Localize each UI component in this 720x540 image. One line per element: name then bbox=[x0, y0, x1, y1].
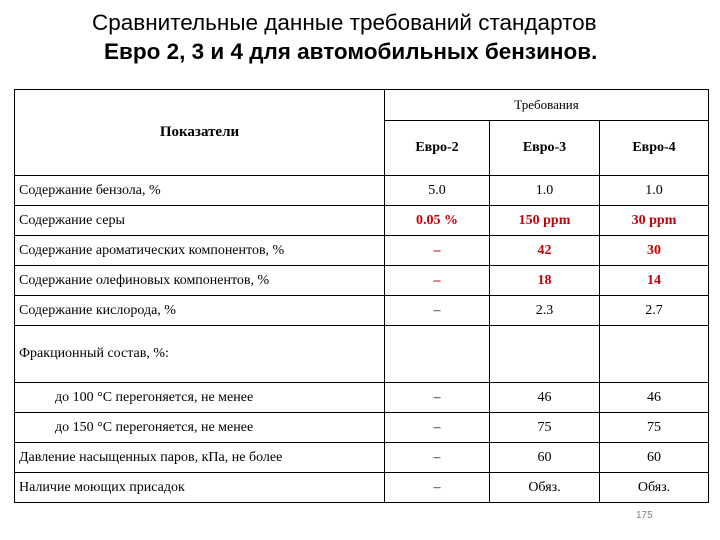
cell-euro4: Обяз. bbox=[600, 473, 709, 503]
row-name: до 100 °С перегоняется, не менее bbox=[15, 383, 385, 413]
cell-euro4: 60 bbox=[600, 443, 709, 473]
cell-euro3: 75 bbox=[490, 413, 600, 443]
cell-euro3: 42 bbox=[490, 236, 600, 266]
table-row bbox=[15, 266, 709, 296]
cell-euro2: – bbox=[385, 443, 490, 473]
header-euro2: Евро-2 bbox=[385, 121, 490, 176]
cell-euro2: – bbox=[385, 266, 490, 296]
cell-euro4: 14 bbox=[600, 266, 709, 296]
cell-euro4 bbox=[600, 326, 709, 383]
table-row bbox=[15, 473, 709, 503]
row-name: Наличие моющих присадок bbox=[15, 473, 385, 503]
title-line-1: Сравнительные данные требований стандартов bbox=[92, 10, 597, 35]
table-row bbox=[15, 206, 709, 236]
table-row bbox=[15, 326, 709, 383]
standards-table bbox=[14, 89, 709, 503]
cell-euro4: 46 bbox=[600, 383, 709, 413]
table-row bbox=[15, 443, 709, 473]
cell-euro4: 30 ppm bbox=[600, 206, 709, 236]
cell-euro3: 150 ppm bbox=[490, 206, 600, 236]
cell-euro2: 5.0 bbox=[385, 176, 490, 206]
header-requirements: Требования bbox=[385, 90, 709, 121]
cell-euro2: – bbox=[385, 296, 490, 326]
cell-euro4: 30 bbox=[600, 236, 709, 266]
cell-euro3: 1.0 bbox=[490, 176, 600, 206]
table-row bbox=[15, 296, 709, 326]
row-name: Содержание бензола, % bbox=[15, 176, 385, 206]
cell-euro2: 0.05 % bbox=[385, 206, 490, 236]
header-euro3: Евро-3 bbox=[490, 121, 600, 176]
table-row bbox=[15, 413, 709, 443]
cell-euro4: 75 bbox=[600, 413, 709, 443]
cell-euro2: – bbox=[385, 383, 490, 413]
row-name: Содержание кислорода, % bbox=[15, 296, 385, 326]
header-indicators: Показатели bbox=[15, 90, 385, 176]
cell-euro2: – bbox=[385, 236, 490, 266]
row-name: Давление насыщенных паров, кПа, не более bbox=[15, 443, 385, 473]
table-row bbox=[15, 236, 709, 266]
row-name: Фракционный состав, %: bbox=[15, 326, 385, 383]
header-euro4: Евро-4 bbox=[600, 121, 709, 176]
cell-euro4: 2.7 bbox=[600, 296, 709, 326]
row-name: до 150 °С перегоняется, не менее bbox=[15, 413, 385, 443]
table-row bbox=[15, 383, 709, 413]
page-number: 175 bbox=[636, 510, 653, 521]
cell-euro4: 1.0 bbox=[600, 176, 709, 206]
cell-euro3 bbox=[490, 326, 600, 383]
cell-euro2 bbox=[385, 326, 490, 383]
cell-euro3: Обяз. bbox=[490, 473, 600, 503]
cell-euro2: – bbox=[385, 473, 490, 503]
row-name: Содержание олефиновых компонентов, % bbox=[15, 266, 385, 296]
table-row bbox=[15, 176, 709, 206]
cell-euro3: 60 bbox=[490, 443, 600, 473]
cell-euro2: – bbox=[385, 413, 490, 443]
row-name: Содержание ароматических компонентов, % bbox=[15, 236, 385, 266]
cell-euro3: 46 bbox=[490, 383, 600, 413]
title-line-2: Евро 2, 3 и 4 для автомобильных бензинов. bbox=[104, 39, 598, 64]
row-name: Содержание серы bbox=[15, 206, 385, 236]
cell-euro3: 18 bbox=[490, 266, 600, 296]
cell-euro3: 2.3 bbox=[490, 296, 600, 326]
slide-title bbox=[60, 8, 720, 66]
